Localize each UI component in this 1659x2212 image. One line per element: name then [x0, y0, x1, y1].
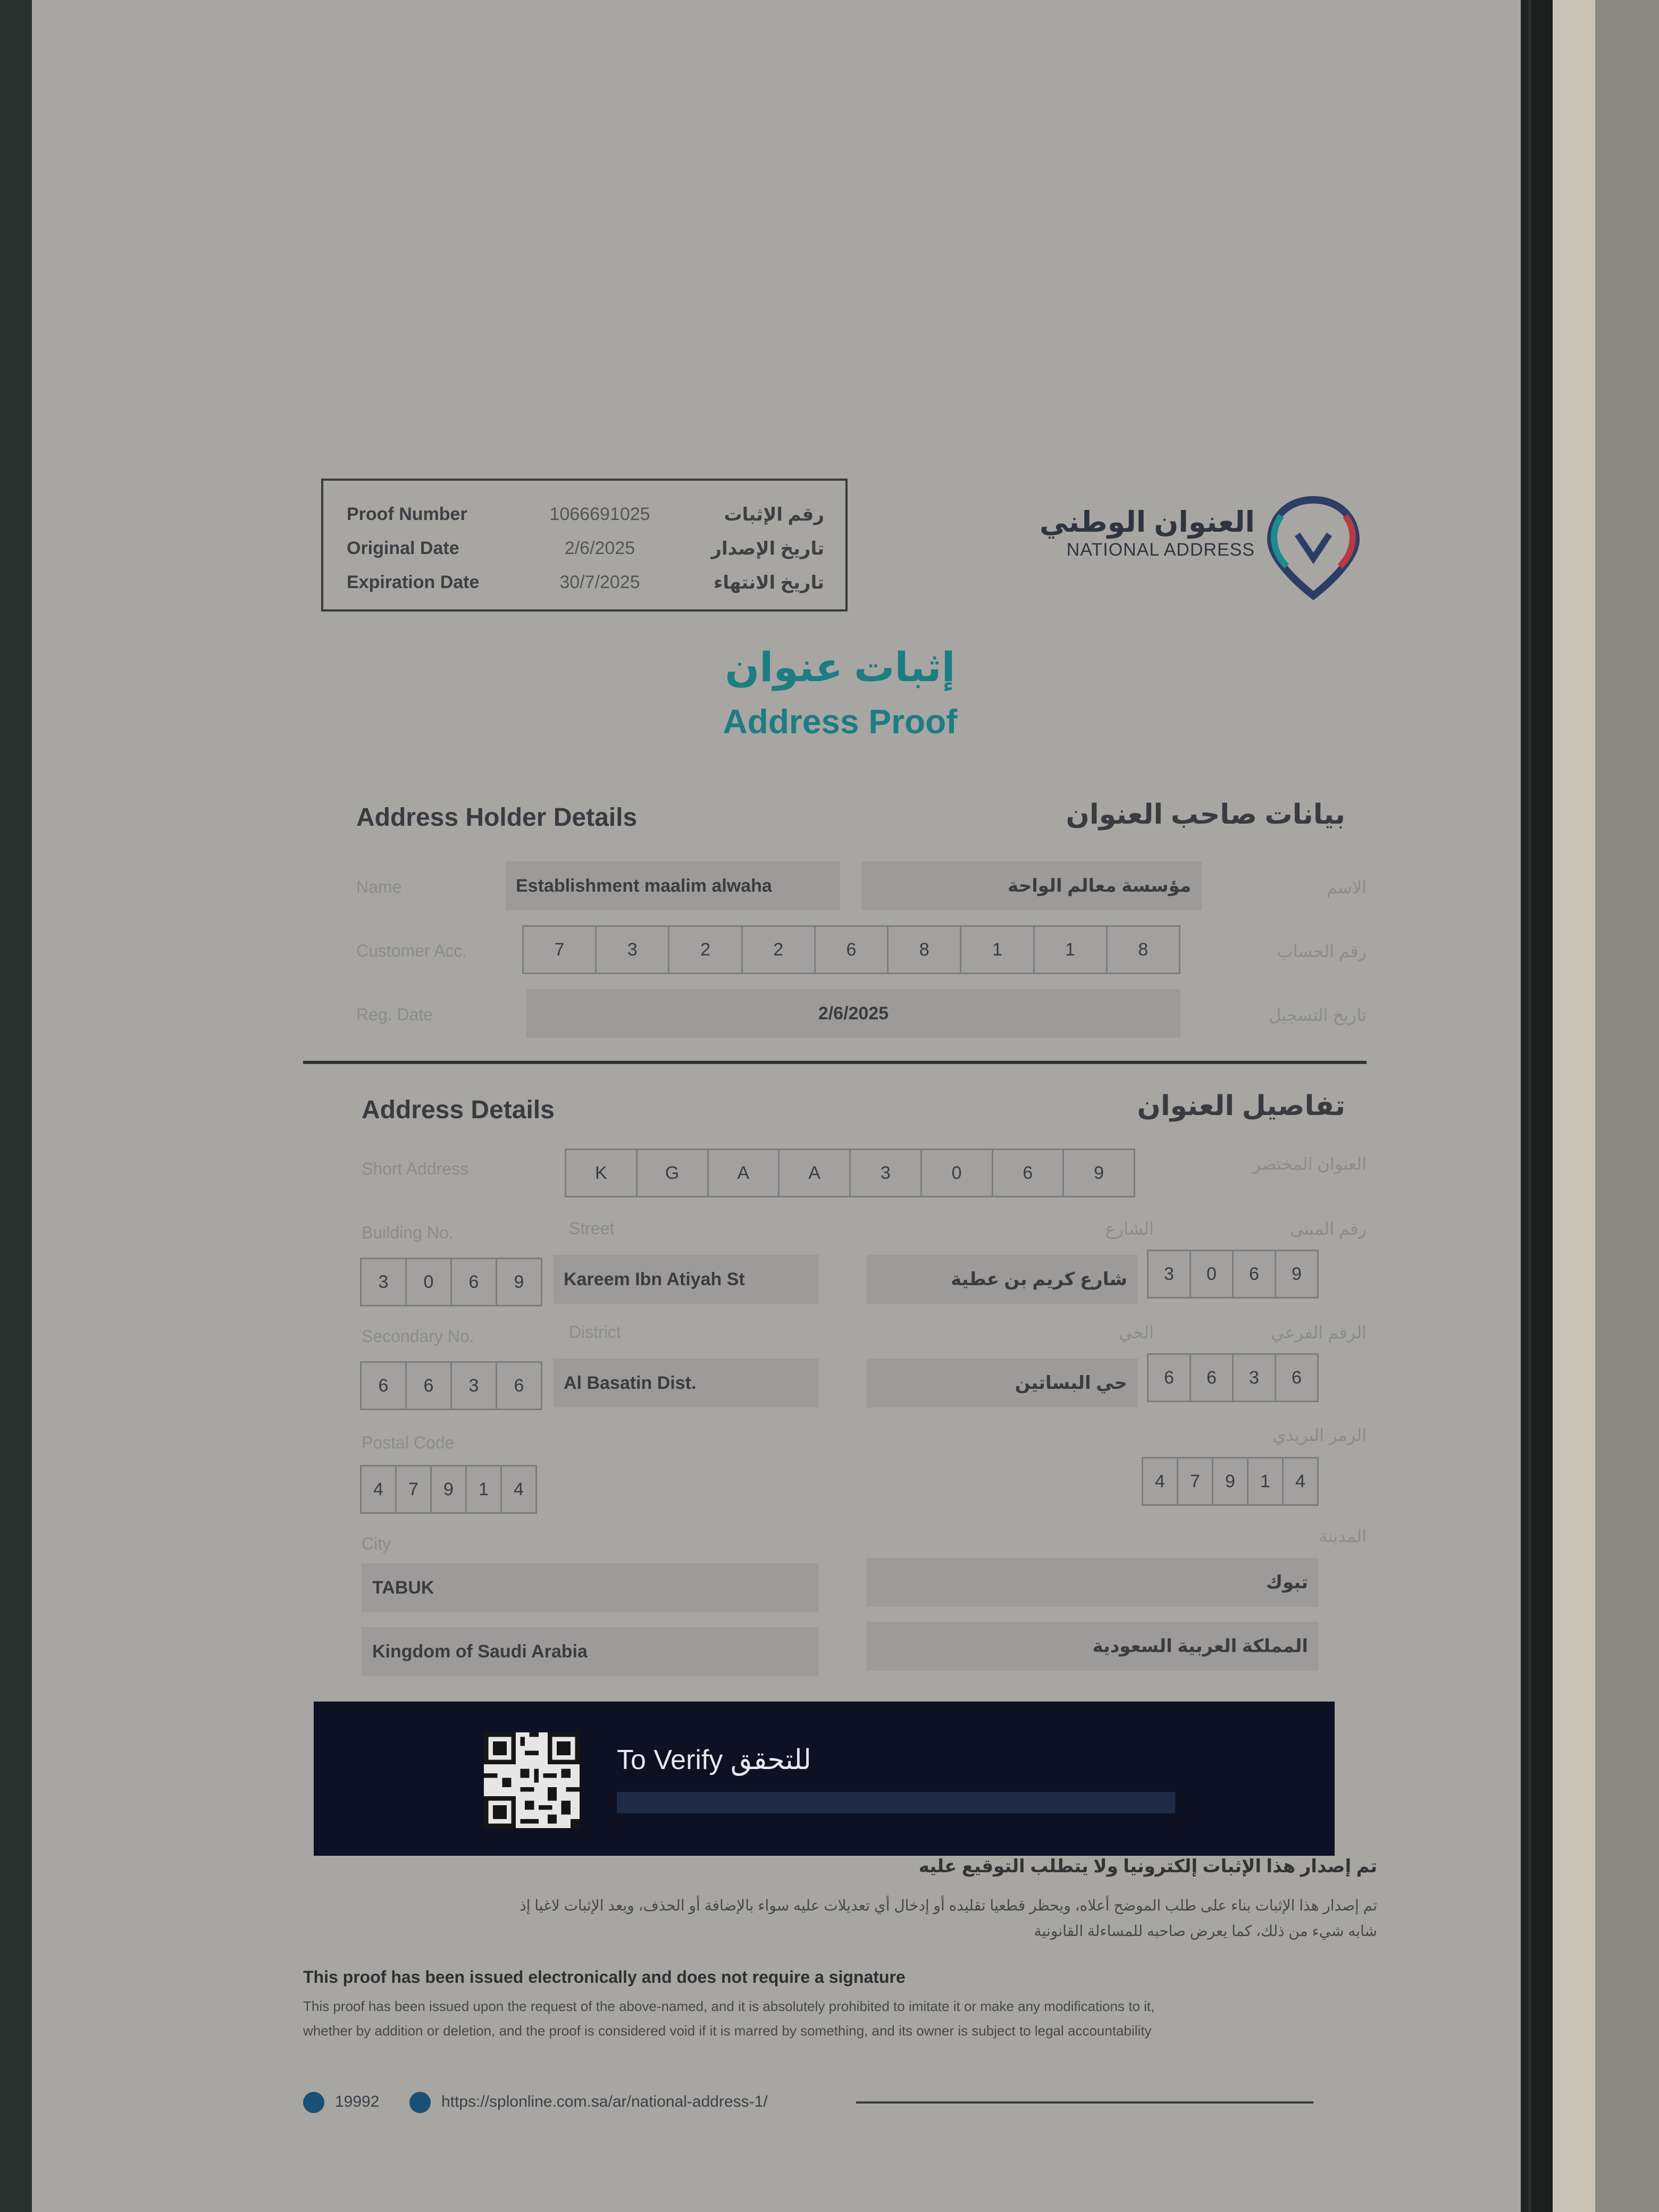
- proof-number-row: [323, 504, 845, 538]
- postal-digit: 4: [500, 1465, 537, 1514]
- reg-date-label-ar: تاريخ التسجيل: [1269, 1006, 1367, 1025]
- city-label: City: [362, 1534, 391, 1553]
- secondary-digit: 6: [496, 1361, 542, 1410]
- account-digit: 2: [668, 925, 742, 974]
- name-ar-field: مؤسسة معالم الواحة: [861, 861, 1202, 910]
- reg-date-field: 2/6/2025: [526, 989, 1180, 1038]
- disclaimer-ar-line-1: تم إصدار هذا الإثبات بناء على طلب الموضح أعلاه، ويحظر قطعيا تقليده أو إدخال أي تعديلات عليه سواء بالإضافة أو الحذف، ويعد الإثبات لاغيا إذ: [520, 1897, 1377, 1914]
- account-digit: 3: [595, 925, 669, 974]
- secondary-digit: 6: [1189, 1353, 1234, 1402]
- disclaimer-en-line-1: This proof has been issued upon the request of the above-named, and it is absolutely prohibited to imitate it or make any modifications to it,: [303, 1998, 1155, 2014]
- reg-date-label: Reg. Date: [356, 1005, 433, 1024]
- national-address-logo-icon: [1250, 479, 1377, 606]
- account-digit: 6: [814, 925, 889, 974]
- account-digit: 8: [1106, 925, 1180, 974]
- short-address-char: K: [565, 1149, 638, 1197]
- document-title-en: Address Proof: [723, 702, 958, 741]
- device-edge: [1531, 0, 1659, 2212]
- disclaimer-title-en: This proof has been issued electronically and does not require a signature: [303, 1967, 906, 1987]
- building-digit: 3: [360, 1258, 407, 1306]
- account-number-boxes: [524, 925, 1180, 974]
- disclaimer-en-line-2: whether by addition or deletion, and the proof is considered void if it is marred by something, and its owner is subject to legal accountability: [303, 2023, 1152, 2039]
- building-digit: 6: [450, 1258, 497, 1306]
- secondary-number-boxes-en: [362, 1361, 542, 1410]
- phone-screen: [32, 0, 1528, 2212]
- postal-code-label: Postal Code: [362, 1433, 455, 1452]
- original-date-label: Original Date: [347, 538, 459, 558]
- short-address-char: 0: [920, 1149, 993, 1197]
- logo-text-ar: العنوان الوطني: [1040, 506, 1255, 538]
- verify-link-redacted[interactable]: [617, 1792, 1175, 1813]
- postal-code-boxes-en: [362, 1465, 537, 1514]
- short-address-char: 9: [1062, 1149, 1135, 1197]
- short-address-char: A: [707, 1149, 780, 1197]
- support-phone: 19992: [335, 2093, 380, 2110]
- secondary-label: Secondary No.: [362, 1327, 474, 1346]
- expiration-date-label-ar: تاريخ الانتهاء: [713, 573, 824, 593]
- document-footer: [303, 2090, 1377, 2122]
- logo-text-en: NATIONAL ADDRESS: [1066, 540, 1255, 560]
- footer-url[interactable]: https://splonline.com.sa/ar/national-address-1/: [441, 2093, 768, 2110]
- original-date-label-ar: تاريخ الإصدار: [711, 539, 824, 559]
- secondary-digit: 3: [450, 1361, 497, 1410]
- postal-digit: 9: [1212, 1457, 1249, 1506]
- national-address-logo-text: [1021, 505, 1255, 560]
- section-divider: [303, 1061, 1367, 1064]
- secondary-digit: 6: [360, 1361, 407, 1410]
- secondary-digit: 6: [1147, 1353, 1191, 1402]
- secondary-label-ar: الرقم الفرعي: [1270, 1323, 1367, 1342]
- name-label-ar: الاسم: [1326, 878, 1367, 897]
- original-date-row: [323, 538, 845, 572]
- postal-code-boxes-ar: [1143, 1457, 1319, 1506]
- secondary-digit: 3: [1232, 1353, 1276, 1402]
- street-ar-field: شارع كريم بن عطية: [867, 1255, 1138, 1304]
- district-label: District: [569, 1322, 621, 1342]
- expiration-date-row: [323, 572, 845, 606]
- short-address-char: G: [636, 1149, 709, 1197]
- expiration-date-label: Expiration Date: [347, 572, 480, 592]
- secondary-digit: 6: [1275, 1353, 1319, 1402]
- proof-number-label-ar: رقم الإثبات: [724, 505, 824, 525]
- short-address-char: A: [778, 1149, 851, 1197]
- disclaimer-body-en: [303, 1994, 1340, 2043]
- city-label-ar: المدينة: [1319, 1527, 1367, 1546]
- postal-digit: 7: [1177, 1457, 1213, 1506]
- proof-number-value: 1066691025: [549, 504, 650, 524]
- postal-digit: 1: [465, 1465, 502, 1514]
- secondary-digit: 6: [405, 1361, 452, 1410]
- street-en-field: Kareem Ibn Atiyah St: [553, 1255, 819, 1304]
- building-digit: 0: [1189, 1250, 1234, 1298]
- country-en-field: Kingdom of Saudi Arabia: [362, 1627, 819, 1676]
- account-digit: 2: [741, 925, 816, 974]
- name-label: Name: [356, 877, 402, 896]
- building-digit: 6: [1232, 1250, 1276, 1298]
- address-section-title-ar: تفاصيل العنوان: [1137, 1091, 1345, 1121]
- original-date-value: 2/6/2025: [564, 538, 635, 558]
- postal-digit: 4: [360, 1465, 397, 1514]
- postal-digit: 7: [395, 1465, 432, 1514]
- street-label-ar: الشارع: [1105, 1219, 1154, 1238]
- building-number-boxes-en: [362, 1258, 542, 1306]
- secondary-number-boxes-ar: [1149, 1353, 1319, 1402]
- phone-icon: [303, 2092, 324, 2113]
- postal-digit: 4: [1282, 1457, 1319, 1506]
- district-label-ar: الحي: [1119, 1323, 1154, 1342]
- account-digit: 8: [887, 925, 961, 974]
- city-ar-field: تبوك: [867, 1558, 1319, 1607]
- building-digit: 0: [405, 1258, 452, 1306]
- short-address-label-ar: العنوان المختصر: [1252, 1154, 1367, 1174]
- verify-banner: [314, 1702, 1335, 1856]
- short-address-boxes: [566, 1149, 1135, 1197]
- postal-digit: 1: [1247, 1457, 1284, 1506]
- address-section-title-en: Address Details: [362, 1096, 555, 1124]
- postal-digit: 9: [430, 1465, 467, 1514]
- account-label: Customer Acc.: [356, 941, 467, 960]
- city-en-field: TABUK: [362, 1563, 819, 1612]
- building-label: Building No.: [362, 1223, 454, 1242]
- disclaimer-body-ar: [367, 1893, 1377, 1944]
- building-digit: 9: [496, 1258, 542, 1306]
- document-title-ar: إثبات عنوان: [725, 645, 956, 690]
- district-ar-field: حي البساتين: [867, 1359, 1138, 1407]
- qr-code-icon: [484, 1732, 580, 1828]
- short-address-char: 6: [992, 1149, 1065, 1197]
- verification-qr-code[interactable]: [484, 1732, 580, 1828]
- account-digit: 1: [960, 925, 1034, 974]
- expiration-date-value: 30/7/2025: [559, 572, 640, 592]
- street-label: Street: [569, 1219, 615, 1238]
- holder-section-title-ar: بيانات صاحب العنوان: [1066, 799, 1345, 830]
- building-number-boxes-ar: [1149, 1250, 1319, 1298]
- account-digit: 1: [1033, 925, 1108, 974]
- postal-digit: 4: [1142, 1457, 1178, 1506]
- proof-number-label: Proof Number: [347, 504, 467, 524]
- verify-label: To Verify للتحقق: [617, 1745, 811, 1775]
- footer-rule: [856, 2101, 1313, 2104]
- postal-code-label-ar: الرمز البريدي: [1272, 1426, 1367, 1445]
- disclaimer-ar-line-2: شابه شيء من ذلك، كما يعرض صاحبه للمساءلة القانونية: [1034, 1923, 1377, 1939]
- proof-info-box: [321, 479, 848, 611]
- building-label-ar: رقم المبنى: [1289, 1219, 1367, 1238]
- name-en-field: Establishment maalim alwaha: [505, 861, 840, 910]
- short-address-label: Short Address: [362, 1159, 468, 1178]
- holder-section-title-en: Address Holder Details: [356, 803, 638, 832]
- building-digit: 9: [1275, 1250, 1319, 1298]
- disclaimer-title-ar: تم إصدار هذا الإثبات إلكترونيا ولا يتطلب التوقيع عليه: [918, 1856, 1377, 1876]
- country-ar-field: المملكة العربية السعودية: [867, 1622, 1319, 1671]
- account-digit: 7: [522, 925, 597, 974]
- account-label-ar: رقم الحساب: [1277, 942, 1367, 961]
- address-proof-document: [303, 457, 1377, 2132]
- building-digit: 3: [1147, 1250, 1191, 1298]
- district-en-field: Al Basatin Dist.: [553, 1359, 819, 1407]
- globe-icon: [409, 2092, 431, 2113]
- short-address-char: 3: [849, 1149, 922, 1197]
